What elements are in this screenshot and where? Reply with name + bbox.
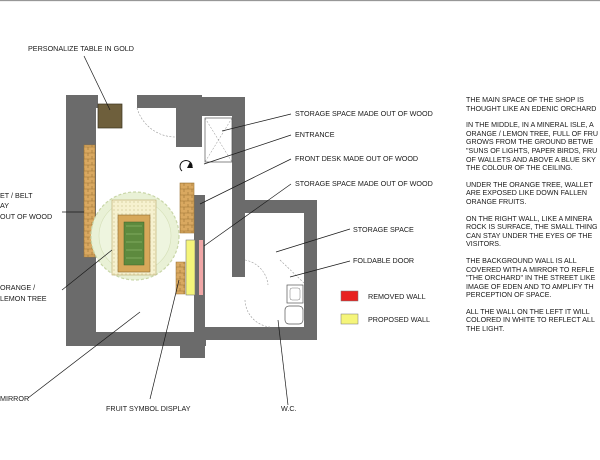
front-desk bbox=[180, 183, 194, 233]
fruit-symbol-display bbox=[176, 262, 185, 294]
label-belt-display-1: ET / BELT bbox=[0, 191, 33, 200]
label-orange-tree-2: LEMON TREE bbox=[0, 294, 47, 303]
foldable-door bbox=[280, 260, 304, 283]
storage-block-top bbox=[176, 97, 240, 116]
storage-door-swing bbox=[245, 260, 268, 285]
wc-sink-basin bbox=[290, 288, 300, 300]
top-wall-mid bbox=[137, 95, 176, 108]
label-storage-wood-top: STORAGE SPACE MADE OUT OF WOOD bbox=[295, 109, 433, 118]
wc-block-bottom bbox=[205, 327, 317, 340]
proposed-wall-strip bbox=[186, 240, 195, 295]
note-paragraph: UNDER THE ORANGE TREE, WALLET ARE EXPOSED LIKE DOWN FALLEN ORANGE FRUITS. bbox=[466, 180, 593, 206]
label-storage-wood-mid: STORAGE SPACE MADE OUT OF WOOD bbox=[295, 179, 433, 188]
note-paragraph: ALL THE WALL ON THE LEFT IT WILL COLORED IN WHITE TO REFLECT ALL THE LIGHT. bbox=[466, 307, 595, 334]
label-storage-space: STORAGE SPACE bbox=[353, 225, 414, 234]
design-notes bbox=[466, 96, 600, 342]
legend-proposed-swatch bbox=[341, 314, 358, 324]
label-belt-display-2: AY bbox=[0, 201, 10, 210]
label-mirror: MIRROR bbox=[0, 394, 30, 403]
legend-removed-label: REMOVED WALL bbox=[368, 292, 426, 301]
wc-door-swing bbox=[245, 300, 270, 327]
label-orange-tree-1: ORANGE / bbox=[0, 283, 36, 292]
label-foldable-door: FOLDABLE DOOR bbox=[353, 256, 415, 265]
note-paragraph: ON THE RIGHT WALL, LIKE A MINERA ROCK IS SURFACE, THE SMALL THING CAN STAY UNDER THE EYES OF THE VISITORS. bbox=[466, 214, 598, 249]
top-wall-left bbox=[66, 95, 98, 108]
gold-table bbox=[98, 104, 122, 128]
label-wc: W.C. bbox=[281, 404, 297, 413]
label-fruit-display: FRUIT SYMBOL DISPLAY bbox=[106, 404, 191, 413]
wc-toilet bbox=[285, 306, 303, 324]
storage-cabinet-top bbox=[205, 118, 232, 162]
removed-wall-strip bbox=[199, 240, 203, 295]
entrance-door-swing bbox=[137, 108, 176, 137]
legend bbox=[341, 291, 430, 324]
note-paragraph: IN THE MIDDLE, IN A MINERAL ISLE, A ORANGE / LEMON TREE, FULL OF FRU GROWS FROM THE GROUND BETWE "SUNS OF LIGHTS, PAPER BIRDS, FRU OF WALLETS AND ABOVE A BLUE SKY THE COLOUR OF THE CEILING. bbox=[466, 121, 599, 173]
label-belt-display-3: OUT OF WOOD bbox=[0, 212, 53, 221]
note-paragraph: THE MAIN SPACE OF THE SHOP IS THOUGHT LIKE AN EDENIC ORCHARD bbox=[466, 96, 597, 113]
label-personalize-table: PERSONALIZE TABLE IN GOLD bbox=[28, 44, 134, 53]
label-front-desk: FRONT DESK MADE OUT OF WOOD bbox=[295, 154, 419, 163]
legend-proposed-label: PROPOSED WALL bbox=[368, 315, 431, 324]
orange-tree bbox=[91, 192, 179, 280]
note-paragraph: THE BACKGROUND WALL IS ALL COVERED WITH A MIRROR TO REFLE "THE ORCHARD" IN THE STREET LIKE IMAGE OF EDEN AND TO AMPLIFY TH PERCEPTION OF SPACE. bbox=[466, 256, 596, 300]
label-entrance: ENTRANCE bbox=[295, 130, 335, 139]
legend-removed-swatch bbox=[341, 291, 358, 301]
